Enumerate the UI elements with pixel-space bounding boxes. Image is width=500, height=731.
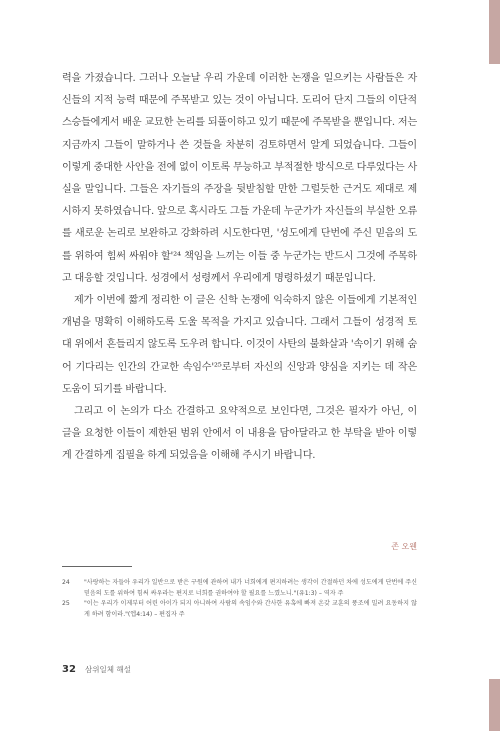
footnote-number: 24 xyxy=(62,579,70,586)
paragraph-2: 제가 이번에 짧게 정리한 이 글은 신학 논쟁에 익숙하지 않은 이들에게 기본적인 개념을 명확히 이해하도록 도울 목적을 가지고 있습니다. 그래서 그들이 성경적 토대 위에서 흔들리지 않도록 도우려 합니다. 이것이 사탄의 불화살과 '속이기 위해 숨어 기다리는 인간의 간교한 속임수'²⁵로부터 자신의 신앙과 양심을 지키는 데 작은 도움이 되기를 바랍니다. xyxy=(62,295,417,395)
footnote-25 xyxy=(62,599,417,620)
page-number: 32 xyxy=(62,664,76,675)
page-footer xyxy=(62,657,131,676)
footnote-text: "사랑하는 자들아 우리가 일반으로 받은 구원에 관하여 내가 너희에게 편지하려는 생각이 간절하던 차에 성도에게 단번에 주신 믿음의 도를 위하여 힘써 싸우라는 편지로 너희를 권하여야 할 필요를 느꼈노니."(유1:3) – 역자 주 xyxy=(84,579,417,597)
footnotes xyxy=(62,578,417,620)
paragraph-3: 그리고 이 논의가 다소 간결하고 요약적으로 보인다면, 그것은 필자가 아닌, 이 글을 요청한 이들이 제한된 범위 안에서 이 내용을 담아달라고 한 부탁을 받아 이렇게 간결하게 집필을 하게 되었음을 이해해 주시기 바랍니다. xyxy=(62,406,417,462)
running-title: 삼위일체 해설 xyxy=(85,665,131,674)
footnote-number: 25 xyxy=(62,600,70,608)
footnote-text: "이는 우리가 이제부터 어린 아이가 되지 아니하여 사람의 속임수와 간사한 유혹에 빠져 온갖 교훈의 풍조에 밀려 요동하지 않게 하려 함이라."(엡4:14) – 편집자 주 xyxy=(84,600,417,618)
bottom-edge-tab xyxy=(489,679,500,731)
paragraph-1: 력을 가졌습니다. 그러나 오늘날 우리 가운데 이러한 논쟁을 일으키는 사람들은 자신들의 지적 능력 때문에 주목받고 있는 것이 아닙니다. 도리어 단지 그들의 이단적 스승들에게서 배운 교묘한 논리를 되풀이하고 있기 때문에 주목받을 뿐입니다. 저는 지금까지 그들이 말하거나 쓴 것들을 차분히 검토하면서 알게 되었습니다. 그들이 이렇게 중대한 사안을 전에 없이 이토록 무능하고 부적절한 방식으로 다루었다는 사실을 말입니다. 그들은 자기들의 주장을 뒷받침할 만한 그럴듯한 근거도 제대로 제시하지 못하였습니다. 앞으로 혹시라도 그들 가운데 누군가가 자신들의 부실한 오류를 새로운 논리로 보완하고 강화하려 시도한다면, '성도에게 단번에 주신 믿음의 도를 위하여 힘써 싸워야 할'²⁴ 책임을 느끼는 이들 중 누군가는 반드시 그것에 주목하고 대응할 것입니다. 성경에서 성령께서 우리에게 명령하셨기 때문입니다. xyxy=(62,73,417,284)
main-text xyxy=(62,68,417,468)
footnote-24 xyxy=(62,578,417,599)
author-signature: 존 오웬 xyxy=(391,542,417,551)
top-edge-tab xyxy=(489,0,500,64)
footnote-divider xyxy=(62,566,132,567)
